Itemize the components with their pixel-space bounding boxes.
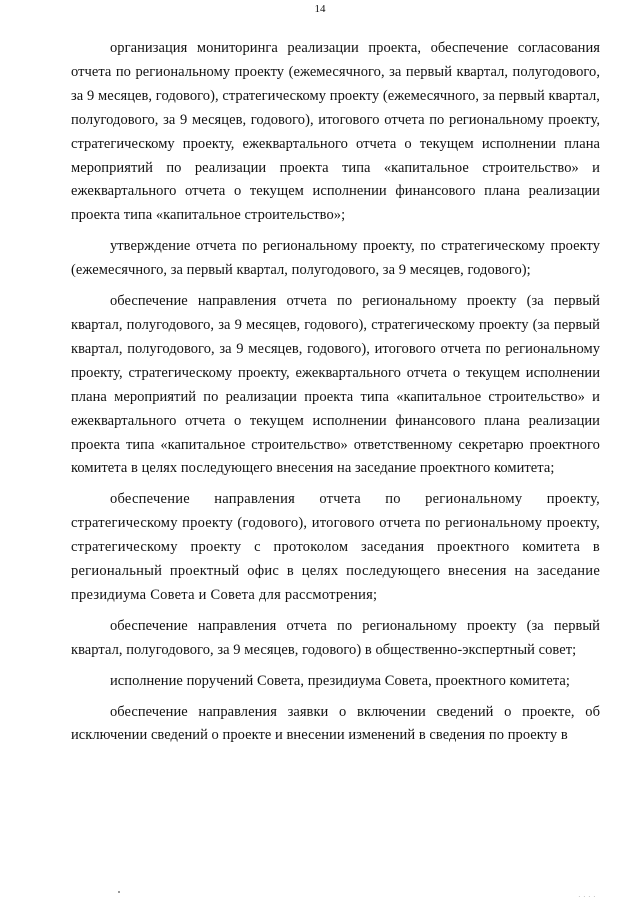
document-body [71, 37, 600, 755]
paragraph-report-approval: утверждение отчета по региональному проекту, по стратегическому проекту (ежемесячного, за первый квартал, полугодового, за 9 месяцев, годового); [71, 238, 600, 279]
paragraph-report-to-expert-council: обеспечение направления отчета по региональному проекту (за первый квартал, полугодового, за 9 месяцев, годового) в общественно-экспертный совет; [71, 617, 600, 658]
footer-mark: . . . . [578, 893, 596, 899]
paragraph-monitoring: организация мониторинга реализации проекта, обеспечение согласования отчета по региональному проекту (ежемесячного, за первый квартал, полугодового, за 9 месяцев, годового), стратегическому проекту (ежемесячного, за первый квартал, полугодового, за 9 месяцев, годового), итогового отчета по региональному проекту, стратегическому проекту, ежеквартального отчета о текущем исполнении плана мероприятий по реализации проекта типа «капитальное строительство» и ежеквартального отчета о текущем исполнении финансового плана реализации проекта типа «капитальное строительство»; [71, 40, 600, 224]
paragraph-report-to-committee: обеспечение направления отчета по региональному проекту (за первый квартал, полугодового, за 9 месяцев, годового), стратегическому проекту (за первый квартал, полугодового, за 9 месяцев, годового), итогового отчета по региональному проекту, стратегическому проекту, ежеквартального отчета о текущем исполнении плана мероприятий по реализации проекта типа «капитальное строительство» и ежеквартального отчета о текущем исполнении финансового плана реализации проекта типа «капитальное строительство» ответственному секретарю проектного комитета в целях последующего внесения на заседание проектного комитета; [71, 293, 600, 477]
paragraph-instructions-execution: исполнение поручений Совета, президиума Совета, проектного комитета; [110, 672, 570, 689]
paragraph-application-submission: обеспечение направления заявки о включении сведений о проекте, об исключении сведений о проекте и внесении изменений в сведения по проекту в [71, 703, 600, 744]
scan-speck [118, 891, 120, 893]
page-number: 14 [314, 3, 326, 15]
paragraph-report-to-project-office: обеспечение направления отчета по региональному проекту, стратегическому проекту (годового), итогового отчета по региональному проекту, стратегическому проекту с протоколом заседания проектного комитета в региональный проектный офис в целях последующего внесения на заседание президиума Совета и Совета для рассмотрения; [71, 491, 600, 603]
